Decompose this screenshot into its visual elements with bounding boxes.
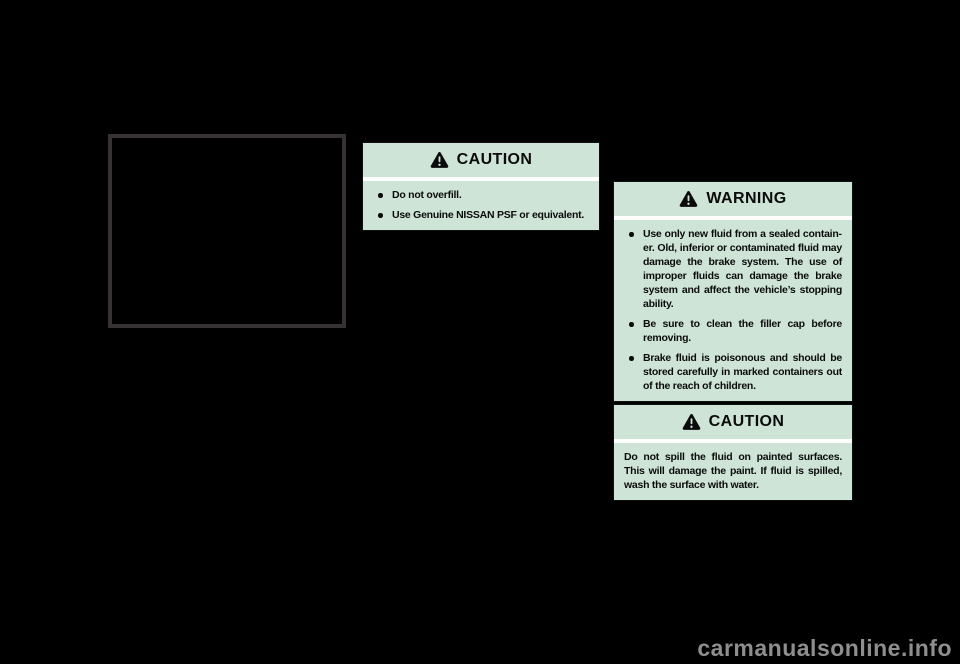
warning-title: WARNING	[706, 190, 787, 207]
caution-box-top-header	[363, 143, 599, 177]
warning-triangle-icon	[679, 190, 698, 208]
warning-box-header	[614, 182, 852, 216]
warning-box	[613, 181, 853, 402]
caution-box-bottom-body: Do not spill the fluid on painted surfaces. This will damage the paint. If fluid is spilled, wash the surface with water.	[624, 451, 842, 491]
caution-title: CAUTION	[708, 413, 785, 430]
caution-box-bottom-header	[614, 405, 852, 439]
bullet-item: Use Genuine NISSAN PSF or equivalent.	[373, 208, 589, 222]
bullet-item: Use only new fluid from a sealed container. Old, inferior or contaminated fluid may damage the brake system. The use of improper fluids can damage the brake system and affect the vehicle’s stopping ability.	[624, 227, 842, 311]
caution-title: CAUTION	[456, 151, 533, 168]
bullet-item: Do not overfill.	[373, 188, 589, 202]
caution-box-bottom	[613, 404, 853, 501]
warning-triangle-icon	[682, 413, 701, 431]
bullet-item: Brake fluid is poisonous and should be stored carefully in marked containers out of the reach of children.	[624, 351, 842, 393]
warning-triangle-icon	[430, 151, 449, 169]
caution-box-top-body	[363, 181, 599, 230]
bullet-item: Be sure to clean the filler cap before removing.	[624, 317, 842, 345]
watermark-text: carmanualsonline.info	[697, 635, 952, 661]
figure-placeholder	[108, 134, 346, 328]
caution-box-top	[362, 142, 600, 231]
warning-box-body	[614, 220, 852, 401]
